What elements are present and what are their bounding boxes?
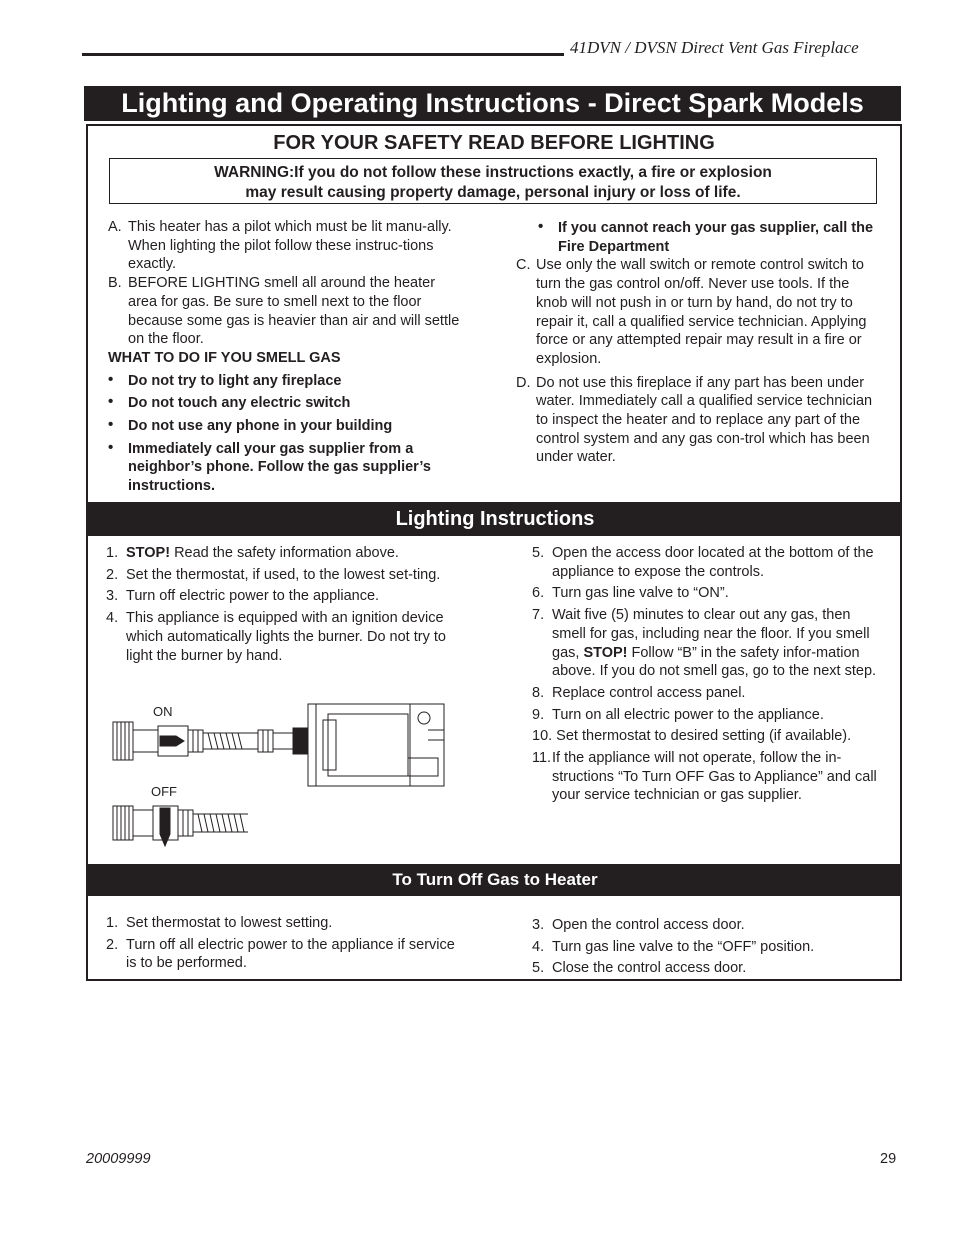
lighting-left-column — [106, 544, 462, 668]
step-text: Open the control access door. — [552, 917, 745, 933]
step-text: Close the control access door. — [552, 960, 747, 977]
bullet-text: Do not try to light any fireplace — [128, 372, 342, 389]
step-number: 4. — [532, 938, 545, 955]
item-text: Use only the wall switch or remote control switch to turn the gas control on/off. Never use tools. If the knob will not push in or turn by hand, do not try to repair it, call a qualified service technician. Applying force or any attempted repair may result in a fire or explosion. — [536, 257, 867, 367]
stop-label: STOP! — [583, 644, 628, 661]
step-number: 1. — [106, 915, 119, 931]
warning-line-2: may result causing property damage, personal injury or loss of life. — [245, 184, 741, 201]
stop-label: STOP! — [126, 545, 171, 561]
turn-off-step — [106, 936, 462, 973]
document-number: 20009999 — [86, 1151, 151, 1167]
turn-off-gas-band: To Turn Off Gas to Heater — [88, 864, 902, 896]
lighting-instructions-band: Lighting Instructions — [88, 502, 902, 536]
step-number: 5. — [532, 960, 545, 977]
turn-off-step — [532, 959, 886, 978]
turn-off-left-column — [106, 914, 462, 976]
lighting-step: 10. Set thermostat to desired setting (if available). — [532, 728, 852, 745]
turn-off-right-column — [532, 916, 886, 981]
safety-title: FOR YOUR SAFETY READ BEFORE LIGHTING — [273, 132, 715, 154]
bullet-icon: • — [108, 370, 114, 388]
step-number: 2. — [106, 566, 119, 583]
lighting-step — [532, 584, 886, 603]
bullet-text: Do not touch any electric switch — [128, 395, 351, 412]
item-label: A. — [108, 219, 122, 235]
step-text: Turn off electric power to the appliance. — [126, 588, 380, 605]
safety-left-column — [108, 218, 462, 496]
step-text: Turn off all electric power to the appliance if service is to be performed. — [126, 936, 455, 972]
item-label: B. — [108, 275, 122, 292]
step-number: 4. — [106, 610, 119, 627]
bullet-text: If you cannot reach your gas supplier, call the Fire Department — [558, 220, 874, 255]
step-text: Follow “B” in the safety infor-mation above. If you do not smell gas, go to the next step. — [552, 644, 877, 680]
step-number: 1. — [106, 545, 119, 561]
document-header-title: 41DVN / DVSN Direct Vent Gas Fireplace — [570, 38, 859, 57]
lighting-right-column — [532, 544, 886, 808]
item-label: C. — [516, 257, 531, 274]
step-text: Turn gas line valve to “ON”. — [552, 585, 729, 602]
bullet-item — [538, 219, 882, 256]
bullet-icon: • — [108, 393, 114, 411]
lighting-step — [106, 566, 462, 585]
item-text: BEFORE LIGHTING smell all around the heater area for gas. Be sure to smell next to the floor because some gas is heavier than air and will settle on the floor. — [128, 275, 460, 348]
step-number: 8. — [532, 684, 545, 701]
safety-right-column — [516, 219, 882, 467]
bullet-icon: • — [538, 218, 544, 235]
safety-item-c — [516, 256, 882, 368]
bullet-icon: • — [108, 438, 114, 456]
item-text: Do not use this fireplace if any part has been under water. Immediately call a qualified service technician to inspect the heater and to replace any part of the control system and any gas con-trol which has been under water. — [536, 374, 873, 466]
warning-box — [109, 158, 877, 204]
turn-off-step — [106, 914, 462, 933]
lighting-step — [106, 544, 462, 563]
lighting-step — [532, 544, 886, 581]
bullet-text: Immediately call your gas supplier from a neighbor’s phone. Follow the gas supplier’s instructions. — [128, 440, 431, 495]
step-number: 11. — [532, 750, 552, 767]
bullet-text: Do not use any phone in your building — [128, 418, 393, 435]
turn-off-step — [532, 938, 886, 957]
valve-off-label: OFF — [151, 784, 177, 799]
step-number: 5. — [532, 545, 545, 561]
page-title: Lighting and Operating Instructions - Direct Spark Models — [84, 86, 901, 121]
step-number: 3. — [106, 588, 119, 605]
smell-gas-heading: WHAT TO DO IF YOU SMELL GAS — [108, 349, 341, 366]
bullet-item — [108, 372, 462, 391]
step-text: Read the safety information above. — [170, 545, 399, 561]
step-text: Turn gas line valve to the “OFF” position. — [552, 938, 815, 955]
lighting-step — [106, 587, 462, 606]
lighting-step — [532, 606, 886, 681]
lighting-step — [532, 706, 886, 725]
safety-item-b — [108, 274, 462, 349]
safety-item-d — [516, 374, 882, 468]
step-number: 3. — [532, 917, 545, 933]
bullet-item — [108, 440, 462, 496]
valve-on-label: ON — [153, 704, 173, 719]
warning-line-1: WARNING:If you do not follow these instructions exactly, a fire or explosion — [214, 164, 772, 181]
bullet-item — [108, 417, 462, 436]
header-rule — [82, 53, 564, 56]
bullet-item — [108, 394, 462, 413]
safety-item-a — [108, 218, 462, 274]
step-text: Replace control access panel. — [552, 684, 746, 701]
bullet-icon: • — [108, 416, 114, 434]
item-label: D. — [516, 374, 531, 391]
step-number: 2. — [106, 936, 119, 953]
step-number: 7. — [532, 607, 545, 624]
valve-illustration — [108, 700, 453, 860]
instructions-frame — [86, 124, 902, 981]
lighting-step — [532, 749, 886, 805]
step-text: This appliance is equipped with an ignition device which automatically lights the burner. Do not try to light the burner by hand. — [126, 610, 446, 664]
page-number: 29 — [880, 1151, 897, 1167]
step-text: Set the thermostat, if used, to the lowest set-ting. — [126, 566, 441, 583]
turn-off-step — [532, 916, 886, 935]
step-number: 6. — [532, 585, 545, 602]
lighting-step — [106, 609, 462, 665]
lighting-step — [532, 684, 886, 703]
item-text: This heater has a pilot which must be lit manu-ally. When lighting the pilot follow these instruc-tions exactly. — [128, 219, 452, 273]
step-text: Turn on all electric power to the appliance. — [552, 706, 824, 723]
step-number: 9. — [532, 706, 545, 723]
step-text: Wait five (5) minutes to clear out any gas, then smell for gas, including near the floor. If you smell gas, — [552, 607, 870, 661]
step-text: Open the access door located at the bottom of the appliance to expose the controls. — [552, 545, 874, 580]
step-text: Set thermostat to lowest setting. — [126, 915, 333, 931]
step-text: If the appliance will not operate, follow the in-structions “To Turn OFF Gas to Appliance” and call your service technician or gas supplier. — [552, 750, 877, 804]
